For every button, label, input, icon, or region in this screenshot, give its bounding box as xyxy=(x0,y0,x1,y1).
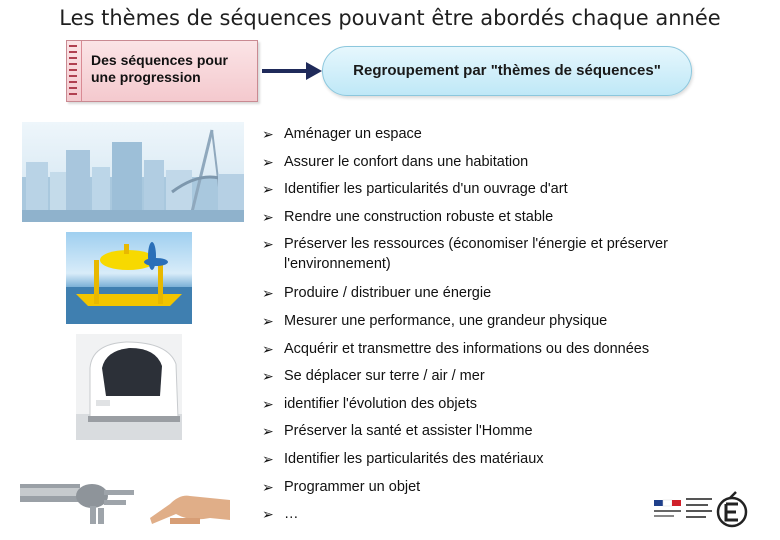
themes-list xyxy=(262,124,742,532)
arrow-bullet-icon: ➢ xyxy=(262,506,274,523)
list-item xyxy=(262,179,742,207)
arrow-bullet-icon: ➢ xyxy=(262,450,274,467)
arrow-bullet-icon: ➢ xyxy=(262,126,274,142)
slide-title: Les thèmes de séquences pouvant être abordés chaque année xyxy=(59,6,721,30)
arrow-bullet-icon: ➢ xyxy=(262,181,274,198)
academie-logo xyxy=(652,486,752,530)
list-item xyxy=(262,124,742,152)
list-item-label: Produire / distribuer une énergie xyxy=(284,285,492,302)
grouping-pill xyxy=(322,46,692,96)
list-item xyxy=(262,283,742,311)
arrow-bullet-icon: ➢ xyxy=(262,395,274,412)
arrow-bullet-icon: ➢ xyxy=(262,340,274,357)
notebook-line-2: une progression xyxy=(91,69,201,85)
list-item-label: Préserver la santé et assister l'Homme xyxy=(284,423,533,440)
arrow-bullet-icon: ➢ xyxy=(262,368,274,385)
list-item-label: Identifier les particularités des matériaux xyxy=(284,450,544,467)
list-item xyxy=(262,234,742,283)
list-item-label: Aménager un espace xyxy=(284,126,422,142)
list-item xyxy=(262,421,742,449)
arrow-bullet-icon: ➢ xyxy=(262,153,274,170)
list-item xyxy=(262,339,742,367)
list-item xyxy=(262,449,742,477)
list-item xyxy=(262,152,742,180)
list-item xyxy=(262,311,742,339)
arrow-bullet-icon: ➢ xyxy=(262,312,274,329)
list-item-label: Rendre une construction robuste et stable xyxy=(284,208,554,225)
list-item-label: Préserver les ressources (économiser l'énergie et préserver l'environnement) xyxy=(284,236,668,273)
grouping-pill-text: Regroupement par "thèmes de séquences" xyxy=(353,62,661,79)
pod-vehicle-image xyxy=(76,334,182,440)
arrow-bullet-icon: ➢ xyxy=(262,236,274,253)
notebook-box xyxy=(66,40,258,102)
list-item-label: … xyxy=(284,506,299,523)
list-item-label: Acquérir et transmettre des informations ou des données xyxy=(284,340,650,357)
list-item-label: Programmer un objet xyxy=(284,478,421,495)
arrow-bullet-icon: ➢ xyxy=(262,208,274,225)
arrow-bullet-icon: ➢ xyxy=(262,285,274,302)
list-item-label: Se déplacer sur terre / air / mer xyxy=(284,368,485,385)
notebook-text xyxy=(91,52,251,86)
city-image xyxy=(22,122,244,222)
list-item-label: Mesurer une performance, une grandeur physique xyxy=(284,312,608,329)
notebook-line-1: Des séquences pour xyxy=(91,52,228,68)
arrow-bullet-icon: ➢ xyxy=(262,478,274,495)
tidal-turbine-image xyxy=(66,232,192,324)
robot-human-hands-image xyxy=(20,470,230,532)
list-item-label: Assurer le confort dans une habitation xyxy=(284,153,529,170)
list-item xyxy=(262,207,742,235)
list-item-label: identifier l'évolution des objets xyxy=(284,395,477,412)
arrow-bullet-icon: ➢ xyxy=(262,423,274,440)
notebook-margin-line xyxy=(81,41,82,101)
arrow-right-icon xyxy=(306,62,322,80)
list-item xyxy=(262,394,742,422)
list-item xyxy=(262,366,742,394)
list-item-label: Identifier les particularités d'un ouvrage d'art xyxy=(284,181,568,198)
arrow-line xyxy=(262,69,312,73)
notebook-rings xyxy=(69,45,77,97)
